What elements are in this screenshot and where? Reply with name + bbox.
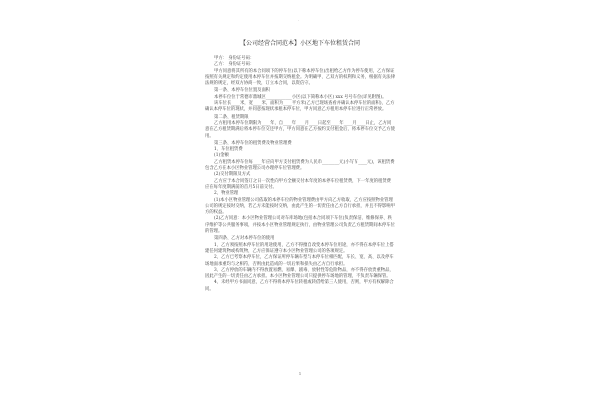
body-paragraph: (1)金额: [214, 153, 229, 159]
body-paragraph: 乙方租赁本停车位每____年应向甲方支付租赁费为人民币________元(小写￥____元)，该租赁费包含乙方在本小区物业管理公司办理停车位管理费。: [205, 159, 395, 172]
section-heading: 第一条、本停车位位置及面积: [214, 88, 271, 94]
body-paragraph: 本停车位位于常德市鼎城区____________小区(以下简称本小区) xxx 号号车位(详见附图)。: [214, 94, 387, 100]
page-number: 1: [298, 371, 302, 376]
section-heading: 第二条、租赁期限: [214, 114, 249, 120]
body-paragraph: 甲方： 身份证号码：: [214, 56, 255, 61]
document-title: 【公司经营合同范本】小区地下车位租赁合同: [239, 40, 360, 47]
body-paragraph: 乙方应于本合同签订之日一次性向甲方全额交付本年度的本停车位租赁费，下一年度的租赁费应在每年度期满前的首月5日前交付。: [205, 178, 391, 190]
section-heading: 第四条、乙方对本停车位的使用: [214, 236, 275, 242]
body-paragraph: 乙方： 身份证号码：: [214, 62, 255, 68]
body-paragraph: 1、乙方须按照本停车位的用途使用，乙方不得擅自改变本停车位用途，亦不得在本停车位上搭建任何建筑物或构筑物，乙方应保证遵守本小区物业管理公司的各项规定。: [205, 242, 394, 254]
body-paragraph: 1、车位租赁费: [214, 147, 243, 153]
body-paragraph: 该车位长____米，宽____米，面积为____平方米(乙方已现场查看并确认本停车位的面积)，乙方确认本停车位的现状，并同意按现状承租本停车位，甲方同意乙方租用本停车位进行正常停放。: [205, 101, 395, 113]
body-paragraph: 2、乙方已考察本停车位，乙方保证所停车辆车型与本停车位相匹配，车长、宽、高、以及停车场地面承重均与之相符，否则由此造成的一切后果和损失由乙方自行承担。: [205, 255, 394, 267]
document-body: [205, 56, 395, 293]
body-paragraph: 3、乙方停放的车辆内不得放置易燃、易爆、剧毒、放射性等危险物品，亦不得存放贵重物品，因此产生的一切责任由乙方承担。本小区物业管理公司只提供停车场地的管理，不负责车辆保管。: [205, 267, 394, 280]
page-top-mark: ·: [298, 18, 300, 23]
section-heading: 第三条、本停车位的租赁费及物业管理费: [214, 140, 292, 146]
body-paragraph: 甲方同意将其所有的本合同项下的停车位(以下称本停车位)出租给乙方作为停车使用，乙方保证按照有关规定和约定使用本停车位并按期交纳租金。为明确甲、乙双方的权利和义务，根据有关法律法规的规定，经双方协商一致，订立本合同，以资信守。: [205, 68, 395, 87]
body-paragraph: (2)交付期限及方式: [214, 172, 251, 178]
body-paragraph: 4、未经甲方书面同意，乙方不得将本停车位转租或转借给第三人使用，否则，甲方有权解除合同。: [205, 280, 394, 292]
body-paragraph: (1)本小区物业管理公司依取的本停车位的物业管理费由甲方向乙方收取，乙方应按照物业管理公司的规定按时交纳，若乙方未能按时交纳，由此产生的一切责任由乙方自行承担，并且不得影响甲方的权益。: [205, 197, 395, 216]
body-paragraph: 乙方租用本停车位期限为____年，自____年____月____日起至____年____月____日止，乙方同意在乙方租赁期满后将本停车位交还甲方，甲方同意在乙方按约支付租金后，将本停车位交予乙方使用。: [205, 120, 395, 139]
body-paragraph: (2)乙方同意：本小区物业管理公司对车库场地(包括本合同项下车位)负责保洁、维修保养、秩序维护等公共服务事项，并按本小区物业管理规定执行，由物业管理公司负责乙方租赁期间本停车位的管理。: [205, 216, 395, 235]
body-paragraph: 2、物业管理: [214, 191, 239, 197]
